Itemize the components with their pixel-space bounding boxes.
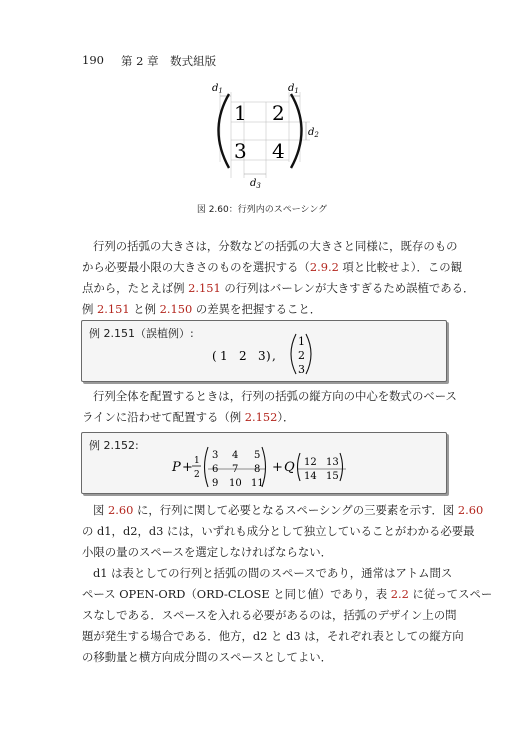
ref-link[interactable]: 2.150 xyxy=(159,302,193,316)
frac-numerator: 1 xyxy=(194,456,200,466)
figure-caption: 図 2.60：行列内のスペーシング xyxy=(196,205,328,215)
matrix-spacing-figure xyxy=(200,82,330,194)
ref-link[interactable]: 2.9.2 xyxy=(309,260,339,274)
para4-line-3: スなしである．スペースを入れる必要があるのは，括弧のデザイン上の問 xyxy=(82,608,457,622)
matrix-cell: 4 xyxy=(232,450,239,461)
para4-line-4: 題が発生する場合である．他方，d2 と d3 は，それぞれ表としての縦方向 xyxy=(82,629,464,643)
ref-link[interactable]: 2.151 xyxy=(97,302,130,316)
para3-line-1: 図 2.60 に，行列に関して必要となるスペーシングの三要素を示す．図 2.60 xyxy=(93,503,484,517)
plus-sign: + xyxy=(182,460,193,475)
paragraph-4 xyxy=(82,563,493,668)
paragraph-3 xyxy=(82,500,484,563)
chapter-heading: 第 2 章 数式組版 xyxy=(121,54,217,68)
matrix-entry: 2 xyxy=(272,101,285,125)
matrix-cell: 7 xyxy=(232,464,239,475)
ref-link[interactable]: 2.60 xyxy=(108,503,134,517)
matrix-cell: 8 xyxy=(254,464,261,475)
svg-text:): ) xyxy=(266,349,271,363)
label-d1-left: $d_1$ xyxy=(212,83,223,95)
matrix-cell: 5 xyxy=(254,450,261,461)
para1-line-2: から必要最小限の大きさのものを選択する（2.9.2 項と比較せよ）．この観 xyxy=(82,260,463,274)
ref-link[interactable]: 2.60 xyxy=(457,503,484,517)
svg-text:(: ( xyxy=(212,349,217,363)
label-d3: $d_3$ xyxy=(250,178,261,190)
matrix-cell: 14 xyxy=(304,471,317,482)
example-2151-title: 例 2.151（誤植例）: xyxy=(89,327,194,340)
ref-link[interactable]: 2.2 xyxy=(390,587,409,601)
matrix-cell: 13 xyxy=(326,457,339,468)
frac-denominator: 2 xyxy=(194,470,200,480)
matrix-cell: 9 xyxy=(212,478,219,489)
para2-line-2: ラインに沿わせて配置する（例 2.152）． xyxy=(82,410,295,424)
matrix-cell: 6 xyxy=(212,464,219,475)
matrix-cell: 3 xyxy=(212,450,219,461)
plus-sign: + xyxy=(272,460,283,475)
ref-link[interactable]: 2.152 xyxy=(244,410,278,424)
label-d1-right: $d_1$ xyxy=(288,83,299,95)
example-2151-math xyxy=(210,331,320,377)
matrix-entry: 4 xyxy=(272,139,285,163)
matrix-entry: 3 xyxy=(234,139,247,163)
para1-line-3: 点から，たとえば例 2.151 の行列はバーレンが大きすぎるため誤植である． xyxy=(82,281,475,295)
matrix-entry: 1 xyxy=(234,101,247,125)
label-d2: $d_2$ xyxy=(308,127,319,139)
row-entry: 2 xyxy=(239,349,247,363)
row-entry: 3 xyxy=(258,349,266,363)
matrix-cell: 11 xyxy=(251,478,264,489)
matrix-cell: 10 xyxy=(229,478,242,489)
para3-line-3: 小限の量のスペースを選定しなければならない． xyxy=(82,545,333,559)
para3-line-2: の d1，d2，d3 には，いずれも成分として独立していることがわかる必要最 xyxy=(82,524,475,538)
row-entry: 1 xyxy=(220,349,228,363)
col-entry: 2 xyxy=(298,349,305,362)
ref-link[interactable]: 2.151 xyxy=(188,281,221,295)
var-Q: Q xyxy=(284,460,295,475)
para1-line-1: 行列の括弧の大きさは，分数などの括弧の大きさと同様に，既存のもの xyxy=(93,239,458,253)
page-number: 190 xyxy=(82,53,104,67)
matrix-cell: 15 xyxy=(326,471,339,482)
col-entry: 1 xyxy=(298,335,305,348)
para4-line-5: の移動量と横方向成分間のスペースとしてよい． xyxy=(82,650,333,664)
para1-line-4: 例 2.151 と例 2.150 の差異を把握すること． xyxy=(82,302,322,316)
paragraph-1 xyxy=(82,236,475,320)
example-2152-title: 例 2.152: xyxy=(89,439,139,452)
example-2152-math xyxy=(170,443,370,491)
paragraph-2 xyxy=(82,386,457,428)
para2-line-1: 行列全体を配置するときは，行列の括弧の縦方向の中心を数式のベース xyxy=(93,389,457,403)
para4-line-1: d1 は表としての行列と括弧の間のスペースであり，通常はアトム間ス xyxy=(93,566,453,580)
example-2152-box xyxy=(81,432,447,494)
para4-line-2: ペース OPEN-ORD（ORD-CLOSE と同じ値）であり，表 2.2 に従ってスペー xyxy=(82,587,493,601)
var-P: P xyxy=(172,460,181,475)
col-entry: 3 xyxy=(298,363,305,376)
matrix-cell: 12 xyxy=(304,457,317,468)
example-2151-box xyxy=(81,320,447,382)
comma: , xyxy=(272,349,276,363)
